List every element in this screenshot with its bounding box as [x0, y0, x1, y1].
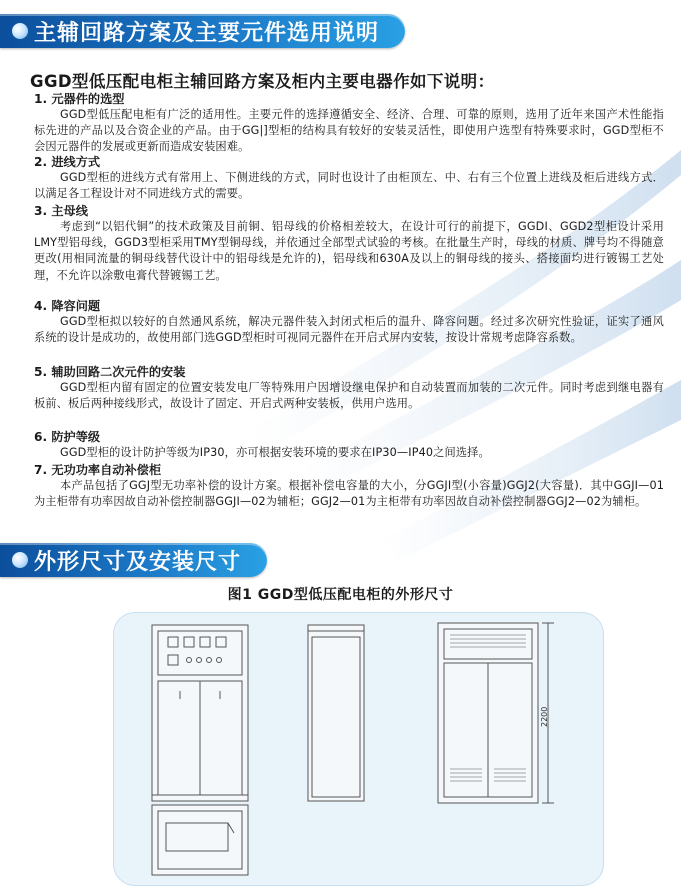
- section-1: [34, 91, 664, 156]
- section-heading: 6. 防护等级: [34, 430, 101, 444]
- banner-bar: [0, 14, 405, 48]
- section-body: GGD型低压配电柜有广泛的适用性。主要元件的选择遵循安全、经济、合理、可靠的原则，选用了近年来国产术性能指标先进的产品以及合资企业的产品。由于GG|]型柜的结构具有较好的安装灵活性，即使用户选型有特殊要求时，GGD型柜不会因元器件的发展或更新而造成安装困难。: [34, 108, 664, 154]
- section-2: [34, 154, 664, 202]
- section-3: [34, 203, 664, 284]
- section-heading: 1. 元器件的选型: [34, 92, 125, 106]
- section-7: [34, 462, 664, 510]
- section-heading: 5. 辅助回路二次元件的安装: [34, 365, 186, 379]
- section-heading: 3. 主母线: [34, 204, 88, 218]
- section-body: 考虑到“以铝代铜”的技术政策及目前铜、铝母线的价格相差较大，在设计可行的前提下，GGDI、GGD2型柜设计采用LMY型铝母线，GGD3型柜采用TMY型铜母线，并依通过全部型式试验的考核。在批量生产时，母线的材质、牌号均不得随意更改(用相同流量的铜母线替代设计中的铝母线是允许的)，铝母线和630A及以上的铜母线的接头、搭接面均进行镀锡工艺处理，不允许以涂敷电膏代替镀锡工艺。: [34, 220, 664, 282]
- section-heading: 4. 降容问题: [34, 299, 101, 313]
- section-heading: 2. 进线方式: [34, 155, 101, 169]
- section-heading: 7. 无功功率自动补偿柜: [34, 463, 162, 477]
- section-banner-1: [0, 12, 405, 50]
- banner-bar: [0, 543, 267, 577]
- height-dimension-label: 2200: [540, 706, 549, 727]
- bullet-dot-icon: [12, 552, 28, 568]
- section-body: GGD型柜内留有固定的位置安装发电厂等特殊用户因增设继电保护和自动装置而加装的二次元件。同时考虑到继电器有板前、板后两种接线形式，故设计了固定、开启式两种安装板，供用户选用。: [34, 381, 664, 411]
- section-body: GGD型柜的设计防护等级为IP30，亦可根据安装环境的要求在IP30—IP40之间选择。: [60, 446, 490, 459]
- section-4: [34, 298, 664, 346]
- banner-title: 主辅回路方案及主要元件选用说明: [34, 20, 380, 46]
- cabinet-side-view-drawing: [306, 623, 366, 803]
- section-banner-2: [0, 541, 267, 579]
- section-body: 本产品包括了GGJ型无功率补偿的设计方案。根据补偿电容量的大小，分GGJI型(小容量)GGJ2(大容量)．其中GGJI—01为主柜带有功率因故自动补偿控制器GGJI—02为辅柜；GGJ2—01为主柜带有功率因故自动补偿控制器GGJ2—02为辅柜。: [34, 479, 664, 509]
- section-body: GGD型柜拟以较好的自然通风系统，解决元器件装入封闭式柜后的温升、降容问题。经过多次研究性验证，证实了通风系统的设计是成功的，故使用部门选GGD型柜时可视同元器件在开启式屏内安装，按设计常规考虑降容系数。: [34, 315, 664, 345]
- drawing-panel: [113, 612, 604, 886]
- section-6: [34, 429, 664, 461]
- figure-caption: 图1 GGD型低压配电柜的外形尺寸: [227, 587, 454, 603]
- section-5: [34, 364, 664, 412]
- cabinet-front-view-drawing: [150, 623, 250, 803]
- banner-title: 外形尺寸及安装尺寸: [34, 549, 242, 575]
- cabinet-top-view-drawing: [150, 803, 250, 879]
- section-body: GGD型柜的进线方式有常用上、下侧进线的方式，同时也设计了由柜顶左、中、右有三个位置上进线及柜后进线方式．以满足各工程设计对不同进线方式的需要。: [34, 171, 664, 201]
- main-title: GGD型低压配电柜主辅回路方案及柜内主要电器作如下说明：: [30, 72, 495, 91]
- bullet-dot-icon: [12, 23, 28, 39]
